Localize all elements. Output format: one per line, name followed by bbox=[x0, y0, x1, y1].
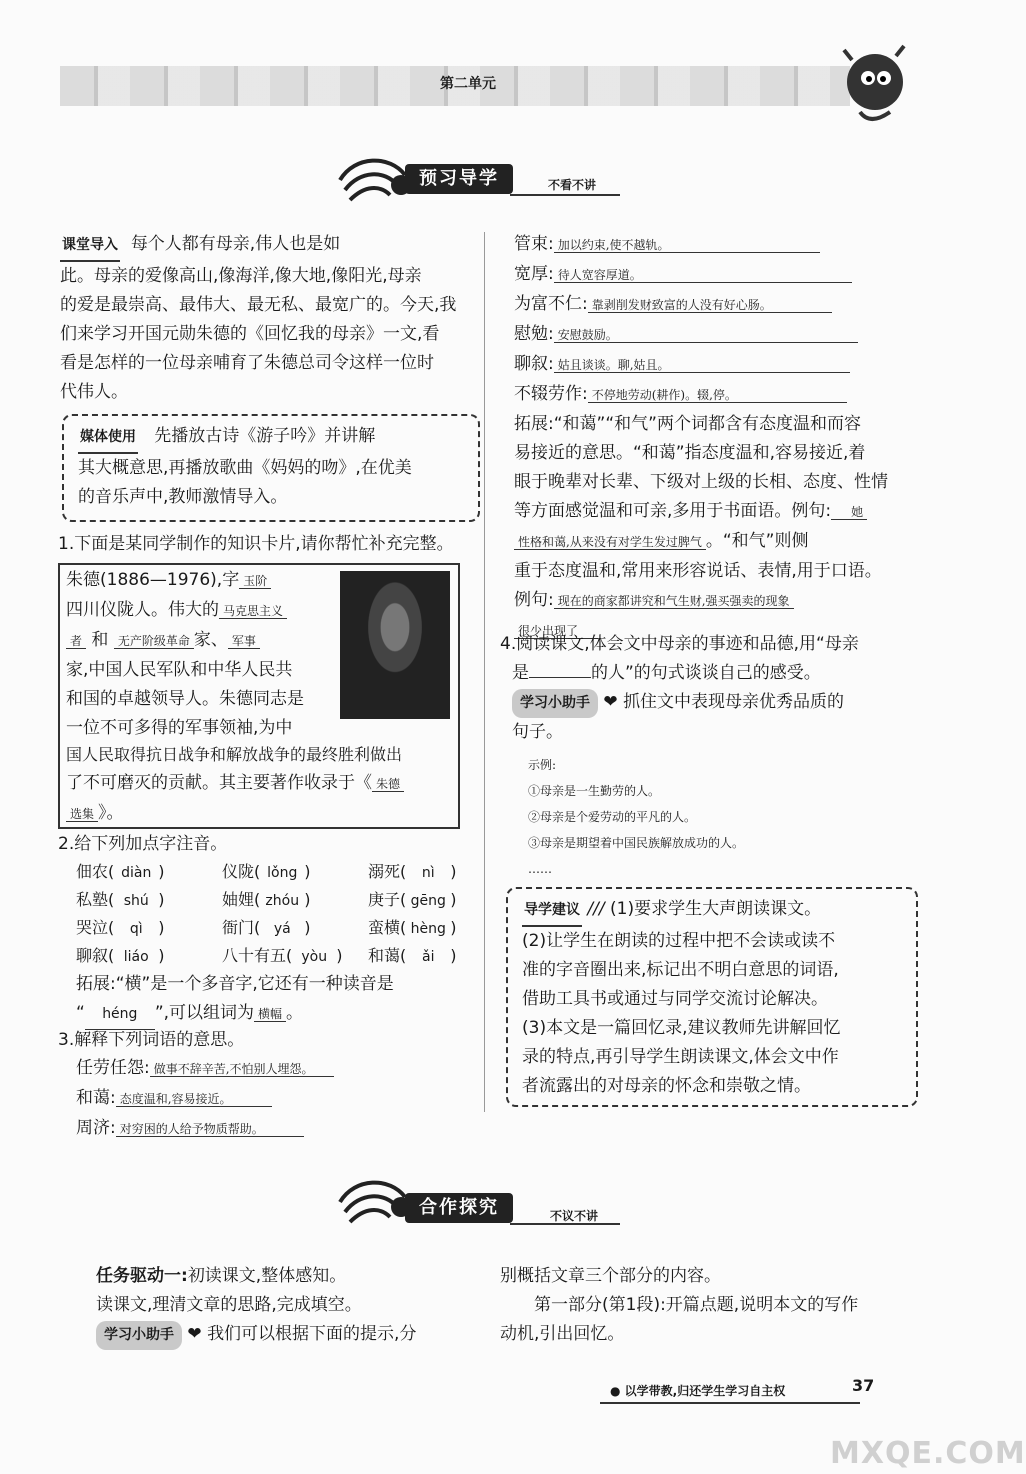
example-answer: 现在的商家都讲究和气生财,强买强卖的现象 bbox=[554, 594, 794, 609]
pinyin-word: 庚子( bbox=[368, 890, 407, 909]
media-tag: 媒体使用 bbox=[78, 423, 138, 454]
task-line: 动机,引出回忆。 bbox=[500, 1324, 625, 1344]
card-line: 和国的卓越领导人。朱德同志是 bbox=[66, 689, 304, 709]
q4-blank[interactable] bbox=[529, 677, 591, 678]
pinyin-word: 妯娌( bbox=[222, 890, 261, 909]
helper-text: 句子。 bbox=[512, 722, 563, 742]
answer-works: 朱德 bbox=[372, 777, 404, 792]
def-word: 为富不仁: bbox=[514, 294, 588, 314]
swirl-icon bbox=[335, 155, 415, 205]
ext-line: 。“和气”则侧 bbox=[705, 531, 809, 551]
example-line: ③母亲是期望着中国民族解放成功的人。 bbox=[528, 836, 745, 850]
pinyin-word: 佃农( bbox=[76, 862, 115, 881]
pinyin-cell bbox=[368, 942, 457, 971]
pinyin-answer: yòu bbox=[301, 949, 328, 965]
guide-tag: 导学建议 bbox=[522, 896, 582, 927]
media-line: 先播放古诗《游子吟》并讲解 bbox=[154, 426, 376, 446]
footer-line bbox=[600, 1402, 860, 1404]
pinyin-cell bbox=[368, 858, 457, 887]
guide-line: (1)要求学生大声朗读课文。 bbox=[610, 899, 822, 919]
example-line: …… bbox=[528, 862, 552, 876]
task-line: 我们可以根据下面的提示,分 bbox=[207, 1324, 417, 1344]
pinyin-close: ) bbox=[304, 862, 311, 881]
pinyin-answer: lǒng bbox=[267, 865, 298, 881]
card-line: 了不可磨灭的贡献。其主要著作收录于《 bbox=[66, 773, 372, 793]
pinyin-row bbox=[76, 858, 466, 886]
q4 bbox=[500, 630, 910, 688]
pinyin-answer: diàn bbox=[121, 865, 152, 881]
intro-paragraph bbox=[60, 230, 480, 407]
pinyin-close: ) bbox=[450, 946, 457, 965]
example-line: ①母亲是一生勤劳的人。 bbox=[528, 784, 661, 798]
task-line: 第一部分(第1段):开篇点题,说明本文的写作 bbox=[534, 1295, 859, 1315]
ext-line: 例句: bbox=[514, 590, 554, 610]
guide-line: (3)本文是一篇回忆录,建议教师先讲解回忆 bbox=[522, 1018, 841, 1038]
guide-line: 者流露出的对母亲的怀念和崇敬之情。 bbox=[522, 1076, 811, 1096]
card-line: 家、 bbox=[193, 630, 228, 650]
intro-line: 此。母亲的爱像高山,像海洋,像大地,像阳光,母亲 bbox=[60, 266, 422, 286]
portrait-photo bbox=[340, 571, 450, 719]
card-text bbox=[66, 566, 336, 743]
footer-slogan: ● 以学带教,归还学生学习自主权 bbox=[610, 1384, 786, 1398]
pinyin-close: ) bbox=[158, 918, 165, 937]
q2-ext-line: ”,可以组词为 bbox=[154, 1003, 255, 1023]
q3-word: 周济: bbox=[76, 1118, 116, 1138]
q2-ext-line: 。 bbox=[286, 1003, 304, 1023]
task-tag: 任务驱动一: bbox=[96, 1266, 188, 1286]
def-word: 宽厚: bbox=[514, 264, 554, 284]
task-line: 读课文,理清文章的思路,完成填空。 bbox=[96, 1295, 362, 1315]
helper-text: 抓住文中表现母亲优秀品质的 bbox=[623, 692, 845, 712]
q2-ext-line: 拓展:“横”是一个多音字,它还有一种读音是 bbox=[76, 974, 394, 994]
q3-answer: 做事不辞辛苦,不怕别人埋怨。 bbox=[150, 1062, 334, 1077]
card-line: 朱德(1886—1976),字 bbox=[66, 570, 240, 590]
pinyin-answer: ǎi bbox=[422, 949, 435, 965]
pinyin-answer: shú bbox=[123, 893, 149, 909]
example-line: ②母亲是个爱劳动的平凡的人。 bbox=[528, 810, 697, 824]
column-divider bbox=[484, 232, 485, 1112]
q4-prompt: 是 bbox=[512, 663, 529, 683]
section-title-preview: 预习导学 bbox=[405, 164, 513, 194]
intro-line: 每个人都有母亲,伟人也是如 bbox=[130, 234, 341, 254]
page-number: 37 bbox=[852, 1376, 875, 1395]
pinyin-cell bbox=[222, 886, 311, 915]
pinyin-answer: liáo bbox=[123, 949, 149, 965]
def-answer: 待人宽容厚道。 bbox=[554, 268, 852, 283]
pinyin-answer: qì bbox=[129, 921, 143, 937]
task-line: 初读课文,整体感知。 bbox=[187, 1266, 347, 1286]
card-line: 和 bbox=[91, 630, 109, 650]
intro-line: 们来学习开国元勋朱德的《回忆我的母亲》一文,看 bbox=[60, 324, 440, 344]
ext-line: 重于态度温和,常用来形容说话、表情,用于口语。 bbox=[514, 561, 882, 581]
task-line: 别概括文章三个部分的内容。 bbox=[500, 1266, 721, 1286]
pinyin-cell bbox=[368, 914, 457, 943]
unit-title: 第二单元 bbox=[440, 76, 496, 92]
pinyin-word: 私塾( bbox=[76, 890, 115, 909]
pinyin-word: 仪陇( bbox=[222, 862, 261, 881]
pinyin-word: 八十有五( bbox=[222, 946, 293, 965]
pinyin-row bbox=[76, 942, 466, 970]
ext-line: 眼于晚辈对长辈、下级对上级的长相、态度、性情 bbox=[514, 472, 888, 492]
pinyin-close: ) bbox=[158, 946, 165, 965]
guide-line: 借助工具书或通过与同学交流讨论解决。 bbox=[522, 989, 828, 1009]
intro-line: 看是怎样的一位母亲哺育了朱德总司令这样一位时 bbox=[60, 353, 434, 373]
pinyin-word: 和蔼( bbox=[368, 946, 407, 965]
guide-box: 导学建议 /// (1)要求学生大声朗读课文。 (2)让学生在朗读的过程中把不会读或读不 准的字音圈出来,标记出不明白意思的词语, 借助工具书或通过与同学交流讨论解决。 (3)本文是一篇回忆录,建议教师先讲解回忆 录的特点,再引导学生朗读课文,体会文中作 者流露出的对母亲的怀念和崇敬之情。 bbox=[506, 887, 918, 1107]
pinyin-cell bbox=[222, 914, 311, 943]
example-answer: 她 bbox=[831, 505, 867, 520]
example-line: 示例: bbox=[528, 758, 557, 772]
example-answer: 性格和蔼,从来没有对学生发过脾气 bbox=[514, 535, 706, 550]
pinyin-close: ) bbox=[450, 918, 457, 937]
guide-line: (2)让学生在朗读的过程中把不会读或读不 bbox=[522, 931, 836, 951]
pinyin-row bbox=[76, 914, 466, 942]
q3-answer: 对穷困的人给予物质帮助。 bbox=[116, 1122, 304, 1137]
pinyin-answer: hèng bbox=[410, 921, 446, 937]
ext-line: 拓展:“和蔼”“和气”两个词都含有态度温和而容 bbox=[514, 414, 861, 434]
def-answer: 安慰鼓励。 bbox=[554, 328, 858, 343]
def-answer: 加以约束,使不越轨。 bbox=[554, 238, 820, 253]
pinyin-cell bbox=[222, 942, 343, 971]
heart-icon: ❤ bbox=[182, 1324, 208, 1344]
answer-hengfu: 横幅 bbox=[254, 1007, 286, 1022]
pinyin-word: 哭泣( bbox=[76, 918, 115, 937]
pinyin-grid bbox=[76, 858, 466, 970]
pinyin-close: ) bbox=[158, 862, 165, 881]
def-answer: 靠剥削发财致富的人没有好心肠。 bbox=[588, 298, 832, 313]
q2-prompt: 2.给下列加点字注音。 bbox=[58, 834, 228, 854]
heart-icon: ❤ bbox=[598, 692, 624, 712]
q3-word: 和蔼: bbox=[76, 1088, 116, 1108]
card-line: 四川仪陇人。伟大的 bbox=[66, 600, 219, 620]
mascot-icon bbox=[830, 40, 910, 130]
swirl-icon bbox=[335, 1177, 415, 1227]
pinyin-row bbox=[76, 886, 466, 914]
examples-list bbox=[528, 752, 744, 882]
watermark: MXQE.COM bbox=[830, 1436, 1026, 1471]
pinyin-cell bbox=[222, 858, 311, 887]
card-text-bottom bbox=[66, 740, 456, 829]
task-right bbox=[500, 1262, 910, 1349]
q2-extension bbox=[76, 970, 476, 1030]
helper-tag: 学习小助手 bbox=[512, 689, 598, 718]
divider bbox=[510, 1223, 620, 1225]
pinyin-cell bbox=[76, 858, 165, 887]
q2-ext-line: “ bbox=[76, 1003, 85, 1023]
guide-line: 录的特点,再引导学生朗读课文,体会文中作 bbox=[522, 1047, 839, 1067]
media-line: 其大概意思,再播放歌曲《妈妈的吻》,在优美 bbox=[78, 458, 412, 478]
example-answer: 很少出现了 bbox=[514, 624, 598, 639]
answer-works-end: 选集 bbox=[66, 807, 98, 822]
intro-tag: 课堂导入 bbox=[60, 231, 120, 262]
pinyin-word: 衙门( bbox=[222, 918, 261, 937]
section-subtitle-cooperate: 不议不讲 bbox=[550, 1209, 599, 1223]
pinyin-close: ) bbox=[304, 890, 311, 909]
media-line: 的音乐声中,教师激情导入。 bbox=[78, 487, 288, 507]
q3-list bbox=[76, 1054, 466, 1144]
pinyin-close: ) bbox=[158, 890, 165, 909]
ext-line: 等方面感觉温和可亲,多用于书面语。例句: bbox=[514, 501, 832, 521]
pinyin-close: ) bbox=[336, 946, 343, 965]
q3-answer: 态度温和,容易接近。 bbox=[116, 1092, 272, 1107]
pinyin-word: 聊叙( bbox=[76, 946, 115, 965]
def-answer: 不停地劳动(耕作)。辍,停。 bbox=[588, 388, 847, 403]
intro-line: 的爱是最崇高、最伟大、最无私、最宽广的。今天,我 bbox=[60, 295, 457, 315]
card-line: 》。 bbox=[98, 803, 124, 823]
card-line: 一位不可多得的军事领袖,为中 bbox=[66, 718, 293, 738]
q3-prompt: 3.解释下列词语的意思。 bbox=[58, 1030, 245, 1050]
pinyin-cell bbox=[76, 886, 165, 915]
pinyin-answer: nì bbox=[421, 865, 435, 881]
def-word: 管束: bbox=[514, 234, 554, 254]
q4-prompt: 4.阅读课文,体会文中母亲的事迹和品德,用“母亲 bbox=[500, 634, 859, 654]
q1-prompt: 1.下面是某同学制作的知识卡片,请你帮忙补充完整。 bbox=[58, 534, 454, 554]
answer-military: 军事 bbox=[228, 634, 260, 649]
footer-slogan-text: 以学带教,归还学生学习自主权 bbox=[624, 1384, 786, 1398]
answer-zi: 玉阶 bbox=[239, 574, 271, 589]
card-line: 国人民取得抗日战争和解放战争的最终胜利做出 bbox=[66, 745, 403, 764]
intro-line: 代伟人。 bbox=[60, 382, 128, 402]
answer-marxist: 马克思主义 bbox=[219, 604, 287, 619]
section-title-cooperate: 合作探究 bbox=[405, 1193, 513, 1223]
q4-helper bbox=[512, 688, 912, 747]
pinyin-cell bbox=[368, 886, 457, 915]
pinyin-answer: yá bbox=[273, 921, 291, 937]
pinyin-word: 蛮横( bbox=[368, 918, 407, 937]
def-word: 不辍劳作: bbox=[514, 384, 588, 404]
q4-prompt: 的人”的句式谈谈自己的感受。 bbox=[591, 663, 821, 683]
pinyin-cell bbox=[76, 942, 165, 971]
pinyin-close: ) bbox=[450, 862, 457, 881]
def-word: 聊叙: bbox=[514, 354, 554, 374]
media-use-box bbox=[62, 414, 480, 522]
helper-tag: 学习小助手 bbox=[96, 1321, 182, 1350]
pinyin-cell bbox=[76, 914, 165, 943]
answer-marxist-end: 者 bbox=[66, 634, 86, 649]
card-line: 家,中国人民军队和中华人民共 bbox=[66, 660, 293, 680]
task-left bbox=[96, 1262, 486, 1350]
ext-line: 易接近的意思。“和蔼”指态度温和,容易接近,着 bbox=[514, 443, 866, 463]
answer-revolutionary: 无产阶级革命 bbox=[114, 634, 194, 649]
answer-heng: héng bbox=[85, 1000, 155, 1030]
guide-line: 准的字音圈出来,标记出不明白意思的词语, bbox=[522, 960, 839, 980]
pinyin-close: ) bbox=[450, 890, 457, 909]
pinyin-answer: gēng bbox=[410, 893, 446, 909]
pinyin-word: 溺死( bbox=[368, 862, 407, 881]
section-subtitle-preview: 不看不讲 bbox=[548, 178, 597, 192]
pinyin-answer: zhóu bbox=[265, 893, 300, 909]
q3-word: 任劳任怨: bbox=[76, 1058, 150, 1078]
def-answer: 姑且谈谈。聊,姑且。 bbox=[554, 358, 850, 373]
def-word: 慰勉: bbox=[514, 324, 554, 344]
pinyin-close: ) bbox=[304, 918, 311, 937]
divider bbox=[510, 194, 620, 196]
definitions-list bbox=[514, 230, 904, 646]
